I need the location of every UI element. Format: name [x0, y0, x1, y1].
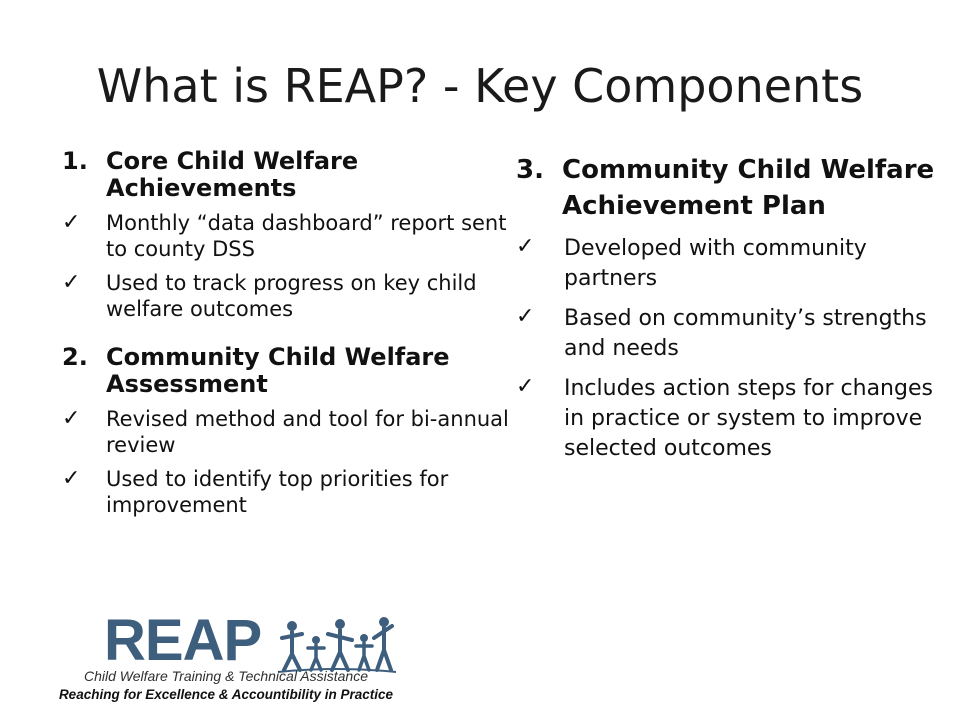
- bullet-item: [516, 374, 936, 464]
- bullet-item: [516, 234, 936, 294]
- reap-logo: [56, 610, 396, 708]
- bullet-text: Revised method and tool for bi-annual review: [106, 407, 509, 457]
- bullet-item: [62, 406, 512, 458]
- bullet-list: [62, 210, 512, 322]
- bullet-text: Based on community’s strengths and needs: [564, 306, 927, 361]
- right-column: [516, 152, 936, 464]
- bullet-item: [62, 210, 512, 262]
- logo-tagline: Reaching for Excellence & Accountibility in Practice: [58, 687, 394, 702]
- bullet-item: [516, 304, 936, 364]
- family-figures-icon: [278, 614, 396, 674]
- section-number: 1.: [62, 147, 88, 175]
- bullet-list: [516, 234, 936, 464]
- bullet-item: [62, 466, 512, 518]
- bullet-text: Monthly “data dashboard” report sent to county DSS: [106, 211, 507, 261]
- checkmark-icon: ✓: [62, 406, 81, 431]
- logo-wordmark: REAP: [104, 608, 262, 673]
- section-heading-text: Community Child Welfare Achievement Plan: [562, 155, 935, 221]
- section-heading-core-achievements: [62, 148, 512, 202]
- section-heading-achievement-plan: [516, 152, 936, 224]
- logo-subtitle: Child Welfare Training & Technical Assistance: [83, 668, 369, 684]
- checkmark-icon: ✓: [62, 270, 81, 295]
- bullet-text: Used to track progress on key child welfare outcomes: [106, 271, 477, 321]
- slide-title: What is REAP? - Key Components: [96, 59, 864, 113]
- bullet-text: Used to identify top priorities for improvement: [106, 467, 449, 517]
- section-heading-text: Community Child Welfare Assessment: [106, 343, 450, 398]
- checkmark-icon: ✓: [62, 210, 81, 235]
- left-column: [62, 148, 512, 518]
- section-number: 2.: [62, 343, 88, 371]
- bullet-text: Includes action steps for changes in practice or system to improve selected outcomes: [564, 376, 933, 461]
- bullet-text: Developed with community partners: [564, 236, 867, 291]
- checkmark-icon: ✓: [516, 234, 535, 259]
- section-heading-community-assessment: [62, 344, 512, 398]
- checkmark-icon: ✓: [62, 466, 81, 491]
- section-heading-text: Core Child Welfare Achievements: [106, 147, 359, 202]
- bullet-list: [62, 406, 512, 518]
- checkmark-icon: ✓: [516, 374, 535, 399]
- checkmark-icon: ✓: [516, 304, 535, 329]
- bullet-item: [62, 270, 512, 322]
- section-number: 3.: [516, 155, 544, 185]
